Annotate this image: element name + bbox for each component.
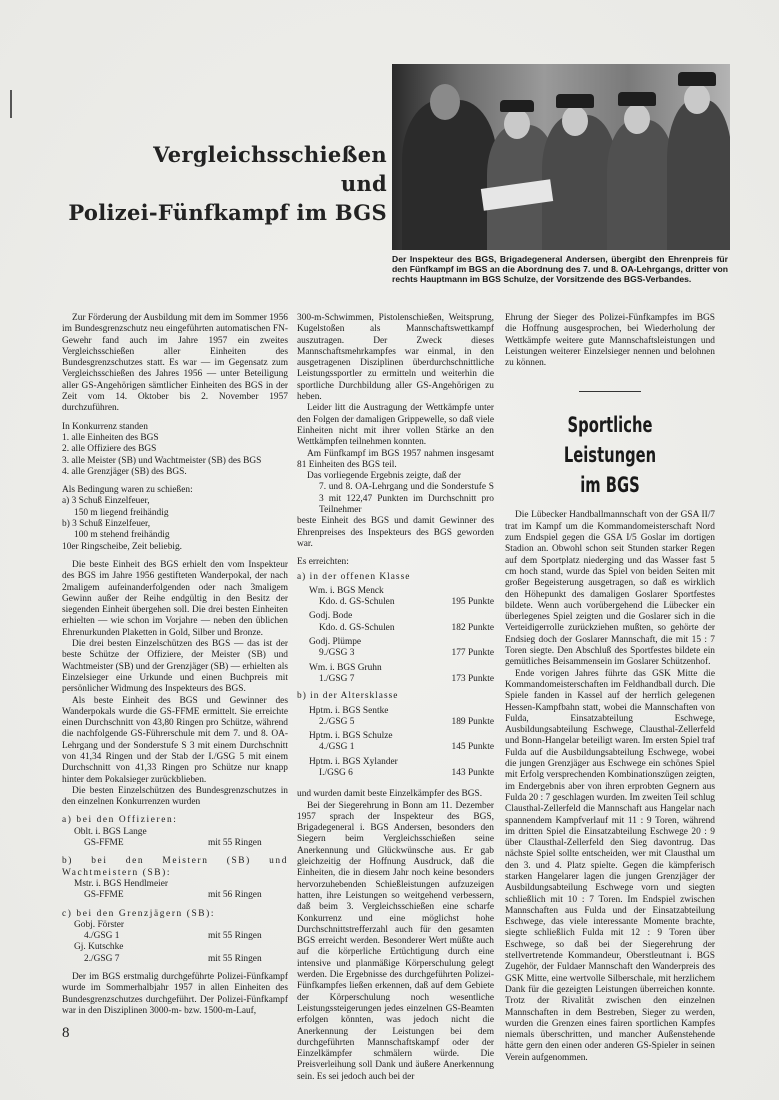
paragraph: Am Fünfkampf im BGS 1957 nahmen insgesamt 81 Einheiten des BGS teil. — [297, 448, 494, 470]
list-item: 2. alle Offiziere des BGS — [62, 444, 157, 455]
winner-row — [62, 954, 288, 965]
competitor-points: 145 Punkte — [451, 742, 494, 753]
paragraph: 300-m-Schwimmen, Pistolenschießen, Weitsprung, Kugelstoßen als Mannschaftswettkampf auszutragen. Der Zweck dieses Mannschaftsmehrkampfes war einmal, in den ausgetragenen Disziplinen überdurchschnittliche Leistungssportler zu ermitteln und weiterhin die sportliche Durchbildung aller GS-Angehörigen zu heben. — [297, 313, 494, 403]
competitor-name: Hptm. i. BGS Sentke — [309, 705, 389, 716]
winner-unit: GS-FFME — [84, 890, 124, 901]
winner-name: Oblt. i. BGS Lange — [74, 826, 147, 837]
title-line: Polizei-Fünfkampf im BGS — [68, 200, 387, 225]
winner-row — [62, 890, 288, 901]
column-1 — [62, 313, 288, 1017]
competitor-row — [297, 717, 494, 728]
winner-result: mit 55 Ringen — [208, 838, 262, 849]
list-item: 4. alle Grenzjäger (SB) des BGS. — [62, 466, 187, 477]
competitor-name: Godj. Bode — [309, 611, 353, 622]
paragraph: 7. und 8. OA-Lehrgang und die Sonderstufe S 3 mit 122,47 Punkten im Durchschnitt pro Teilnehmer — [319, 482, 494, 516]
winner-name: Gj. Kutschke — [74, 942, 124, 953]
winner-unit: 4./GSG 1 — [84, 931, 120, 942]
list-item: 3. alle Meister (SB) und Wachtmeister (SB) des BGS — [62, 455, 262, 466]
paragraph: Bei der Siegerehrung in Bonn am 11. Dezember 1957 sprach der Inspekteur des BGS, Brigadegeneral i. BGS Andersen, besonders den Siegern beim Vergleichsschießen seine Anerkennung und Glückwünsche aus. Er gab gleichzeitig der Hoffnung Ausdruck, daß die Einheiten, die in diesem Jahr noch keine besonders hervorzuhebenden Schießleistungen aufzuzeigen hatten, ihre Leistungen so weitgehend verbessern, daß beim 3. Vergleichsschießen eine scharfe Konkurrenz und eine möglichst hohe Durchschnittstrefferzahl auch für den gesamten BGS erreicht werden. Besonderer Wert müßte auch auf die körperliche Ertüchtigung durch eine intensive und planmäßige Körperschulung gelegt werden. Die Ergebnisse des durchgeführten Polizei-Fünfkampfes ließen erkennen, daß auf dem Gebiete der Körperschulung noch wesentliche Leistungssteigerungen jedes einzelnen GS-Beamten erfolgen könnten, was jedoch nicht die Anerkennung der Leistungen bei dem durchgeführten Mannschaftskampf oder der Einzelkämpfer schmälern würde. Die Preisverleihung soll Dank und äußere Anerkennung sein. Es sei jedoch auch bei der — [297, 800, 494, 1082]
category-label: c) bei den Grenzjägern (SB): — [62, 908, 216, 919]
competitor-row — [297, 597, 494, 608]
title-line: Vergleichsschießen — [153, 142, 387, 167]
paragraph: Das vorliegende Ergebnis zeigte, daß der — [307, 471, 461, 482]
paragraph: beste Einheit des BGS und damit Gewinner des Ehrenpreises des Inspekteurs des BGS geworden war. — [297, 516, 494, 549]
competitor-unit: I./GSG 6 — [319, 767, 353, 778]
category-label: b) bei den Meistern (SB) und Wachtmeistern (SB): — [62, 856, 288, 878]
winner-result: mit 55 Ringen — [208, 931, 262, 942]
competitor-points: 177 Punkte — [451, 648, 494, 659]
photo-caption: Der Inspekteur des BGS, Brigadegeneral Andersen, übergibt den Ehrenpreis für den Fünfkampf im BGS an die Abordnung des 7. und 8. OA-Lehrgangs, dritter von rechts Hauptmann im BGS Schulze, der Vorsitzende des BGS-Verbandes. — [392, 254, 728, 284]
competitor-unit: 4./GSG 1 — [319, 742, 355, 753]
competitor-name: Wm. i. BGS Gruhn — [309, 662, 382, 673]
paragraph: Als Bedingung waren zu schießen: — [62, 485, 193, 496]
paragraph: Die besten Einzelschützen des Bundesgrenzschutzes in den einzelnen Konkurrenzen wurden — [62, 785, 288, 808]
competitor-unit: 1./GSG 7 — [319, 673, 355, 684]
competitor-unit: Kdo. d. GS-Schulen — [319, 597, 395, 608]
paragraph: Leider litt die Austragung der Wettkämpfe unter den Folgen der damaligen Grippewelle, so daß viele Einheiten nicht mit ihrer vollen Stärke an den Wettkämpfen teilnehmen konnten. — [297, 403, 494, 448]
winner-unit: 2./GSG 7 — [84, 953, 120, 964]
article-title — [68, 140, 387, 227]
competitor-unit: 2./GSG 5 — [319, 716, 355, 727]
paragraph: und wurden damit beste Einzelkämpfer des BGS. — [297, 789, 483, 800]
paragraph: Zur Förderung der Ausbildung mit dem im Sommer 1956 im Bundesgrenzschutz neu eingeführten automatischen FN-Gewehr fand auch im Jahre 1957 ein zweites Vergleichsschießen aller Einheiten des Bundesgrenzschutzes statt. Es war — im Gegensatz zum Vergleichsschießen des Jahres 1956 — unter Beteiligung aller GS-Angehörigen sämtlicher Einheiten des BGS in der Zeit vom 14. Oktober bis 2. November 1957 durchzuführen. — [62, 313, 288, 414]
competitor-row — [297, 623, 494, 634]
competitor-name: Hptm. i. BGS Schulze — [309, 731, 393, 742]
competitor-unit: 9./GSG 3 — [319, 648, 355, 659]
list-item: b) 3 Schuß Einzelfeuer, — [62, 519, 151, 530]
title-line: und — [340, 171, 387, 196]
competitor-row — [297, 648, 494, 659]
paragraph: Die Lübecker Handballmannschaft von der GSA II/7 trat im Kampf um die Kommandomeisterschaft Nord zum Endspiel gegen die GSA I/5 Goslar im dortigen Stadion an. Obwohl schon seit Stunden starker Regen auf dem Sportplatz niederging und das Wasser fast 5 cm hoch stand, wurde das Spiel von beiden Seiten mit großer Begeisterung ausgetragen, so daß es wirklich den Höhepunkt des damaligen Goslarer Sportfestes bildete. Wenn auch vorübergehend die Lübecker ein überlegenes Spiel zeigten und die Goslarer sich in die Verteidigerrolle zurückziehen mußten, so gehörte der Endsieg doch der Goslarer Mannschaft, die mit 15 : 7 Toren siegte. Den Abschluß des Sportfestes bildete ein gemütliches Beisammensein im Goslarer Schützenhof. — [505, 510, 715, 668]
paragraph: In Konkurrenz standen — [62, 421, 148, 432]
competitor-row — [297, 742, 494, 753]
competitor-points: 143 Punkte — [451, 767, 494, 778]
heading-line: Sportliche Leistungen — [563, 413, 657, 468]
competitor-unit: Kdo. d. GS-Schulen — [319, 622, 395, 633]
paragraph: Ehrung der Sieger des Polizei-Fünfkampfes im BGS die Hoffnung ausgesprochen, bei Wiederholung der Wettkämpfe weitere gute Mannschaftsleistungen und Leistungen weiterer Einzelsieger nennen und belohnen zu können. — [505, 313, 715, 369]
category-label: a) bei den Offizieren: — [62, 815, 178, 826]
section-heading — [528, 410, 692, 500]
column-2 — [297, 313, 494, 1083]
list-item: 150 m liegend freihändig — [74, 507, 169, 518]
category-label: a) in der offenen Klasse — [297, 571, 411, 582]
competitor-points: 182 Punkte — [451, 622, 494, 633]
winner-row — [62, 838, 288, 849]
photo-ceremony — [392, 64, 730, 250]
competitor-points: 189 Punkte — [451, 716, 494, 727]
competitor-name: Godj. Plümpe — [309, 637, 362, 648]
page-number: 8 — [62, 1025, 70, 1041]
competitor-points: 195 Punkte — [451, 597, 494, 608]
paragraph: Die beste Einheit des BGS erhielt den vom Inspekteur des BGS im Jahre 1956 gestifteten Wanderpokal, der nach 2maligem aufeinanderfolgenden oder nach 3maligem Gewinn außer der Reihe endgültig in den Besitz der siegenden Einheit übergehen soll. Die drei besten Einheiten erhielten — wie schon im Vorjahre — neben den üblichen Ehrenurkunden Plaketten in Gold, Silber und Bronze. — [62, 559, 288, 638]
winner-unit: GS-FFME — [84, 838, 124, 849]
list-item: a) 3 Schuß Einzelfeuer, — [62, 496, 150, 507]
scan-mark — [10, 90, 12, 118]
winner-row — [62, 931, 288, 942]
divider — [579, 391, 641, 392]
paragraph: Die drei besten Einzelschützen des BGS — das ist der beste Schütze der Offiziere, der Meister (SB) und Wachtmeister (SB) und der Grenzjäger (SB) — erhielten als Einzelsieger eine Urkunde und einen Buchpreis mit persönlicher Widmung des Inspekteurs des BGS. — [62, 639, 288, 695]
winner-name: Gobj. Förster — [74, 919, 124, 930]
competitor-name: Wm. i. BGS Menck — [309, 585, 384, 596]
list-item: 1. alle Einheiten des BGS — [62, 432, 159, 443]
competitor-name: Hptm. i. BGS Xylander — [309, 756, 398, 767]
list-item: 100 m stehend freihändig — [74, 530, 170, 541]
competitor-row — [297, 768, 494, 779]
heading-line: im BGS — [580, 473, 640, 498]
paragraph: Es erreichten: — [297, 557, 349, 568]
paragraph: Als beste Einheit des BGS und Gewinner des Wanderpokals wurde die GS-FFME ermittelt. Sie erreichte einen Durchschnitt von 43,80 Ringen pro Schütze, während die nachfolgende GS-Führerschule mit dem 7. und 8. OA-Lehrgang und der Sonderstufe S 3 mit einem Durchschnitt von 41,34 Ringen und der Stab der I./GSG 5 mit einem Durchschnitt von 41,33 Ringen pro Schütze nur knapp hinter dem Pokalsieger zurückblieben. — [62, 695, 288, 785]
winner-result: mit 55 Ringen — [208, 953, 262, 964]
winner-result: mit 56 Ringen — [208, 890, 262, 901]
list-item: 10er Ringscheibe, Zeit beliebig. — [62, 541, 183, 552]
category-label: b) in der Altersklasse — [297, 691, 399, 702]
competitor-points: 173 Punkte — [451, 673, 494, 684]
paragraph: Der im BGS erstmalig durchgeführte Polizei-Fünfkampf wurde im Sommerhalbjahr 1957 in allen Einheiten des Bundesgrenzschutzes durchgeführt. Der Polizei-Fünfkampf war in den Disziplinen 3000-m- bzw. 1500-m-Lauf, — [62, 972, 288, 1016]
column-3 — [505, 313, 715, 1064]
winner-name: Mstr. i. BGS Hendlmeier — [74, 878, 169, 889]
competitor-row — [297, 674, 494, 685]
paragraph: Ende vorigen Jahres führte das GSK Mitte die Kommandomeisterschaften im Feldhandball durch. Die Spiele fanden in Kassel auf der herrlich gelegenen Hessen-Kampfbahn statt, wobei die Mannschaften von Fulda, Einsatzabteilung Eschwege, Ausbildungsabteilung Eschwege, Clausthal-Zellerfeld und Bonn-Hangelar beteiligt waren. Im ersten Spiel traf Fulda auf die Ausbildungsabteilung Eschwege, wobei die jungen Grenzjäger aus Eschwege ein schönes Spiel mit Erfolg versprechenden Kombinationszügen zeigten, im Endergebnis aber von ihren erprobten Gegnern aus Fulda 20 : 7 geschlagen wurden. Im zweiten Teil schlug Clausthal-Zellerfeld die Mannschaft aus Hangelar nach spannendem Kampfverlauf mit 11 : 9 Toren, während im dritten Spiel die Einsatzabteilung Eschwege 20 : 9 über Clausthal-Zellerfeld den Sieg davontrug. Das nächste Spiel sollte entscheiden, wer mit Clausthal um den 3. und 4. Platz spielte. Gegen die kämpferisch starken Hangelarer lagen die jungen Grenzjäger der Ausbildungsabteilung Eschwege vorn und siegten schließlich mit 10 : 7 Toren. Im Endspiel zwischen Mannschaften aus Fulda und der Einsatzabteilung Eschwege, das viele interessante Momente brachte, siegte schließlich Fulda mit 12 : 9 Toren über Eschwege, so daß bei der Siegerehrung der stellvertretende Kommandeur, Oberstleutnant i. BGS Zugehör, der Fuldaer Mannschaft den Wanderpreis des GSK Mitte, eine wertvolle Silberschale, mit herzlichem Dank für die gezeigten Leistungen überreichen konnte. Trotz der Rivalität zwischen den einzelnen Mannschaften in dem Bestreben, Sieger zu werden, wurden die Grenzen eines fairen sportlichen Kampfes niemals überschritten, und mancher Außenstehende hätte gern den einen oder anderen GS-Spieler in seinen Verein aufgenommen. — [505, 668, 715, 1063]
